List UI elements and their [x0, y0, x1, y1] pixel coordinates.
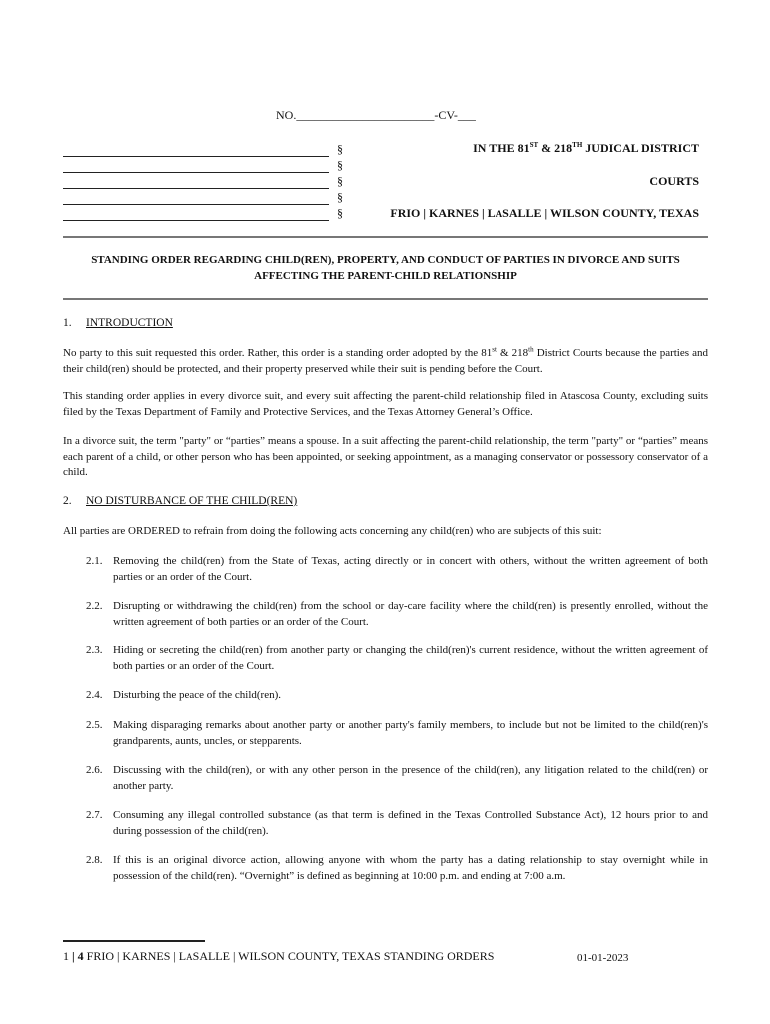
list-item: [86, 554, 708, 585]
county-text: SALLE | WILSON COUNTY, TEXAS: [502, 206, 699, 220]
footer-separator: |: [69, 949, 78, 963]
section-mark: §: [337, 190, 343, 204]
party-name-line: [63, 220, 329, 221]
page-total: 4: [77, 949, 84, 963]
item-text: Disturbing the peace of the child(ren).: [113, 689, 281, 701]
paragraph-text: No party to this suit requested this order. Rather, this order is a standing order adopted by the 81: [63, 347, 493, 359]
intro-paragraph-2: This standing order applies in every divorce suit, and every suit affecting the parent-child relationship filed in Atascosa County, excluding suits filed by the Texas Department of Family and Protective Services, and the Texas Attorney General’s Office.: [63, 390, 708, 418]
county-text: A: [495, 209, 503, 219]
item-text: Hiding or secreting the child(ren) from another party or changing the child(ren)'s current residence, without the written agreement of both parties or an order of the Court.: [113, 644, 708, 672]
intro-paragraph-3: In a divorce suit, the term "party" or “parties” means a spouse. In a suit affecting the parent-child relationship, the term "party" or “parties” means each parent of a child, or other person who has been appointed, or seeking appointment, as a managing conservator or possessory conservator of a child.: [63, 435, 708, 478]
section-mark: §: [337, 174, 343, 188]
case-number-line: [276, 108, 476, 123]
party-name-line: [63, 188, 329, 189]
title-bottom-rule: [63, 298, 708, 300]
item-number: 2.3.: [86, 644, 103, 656]
list-item: [86, 599, 708, 630]
page-number: 1: [63, 949, 69, 963]
page-footer: [63, 949, 494, 965]
case-number-blank: _______________________: [296, 108, 435, 122]
title-top-rule: [63, 236, 708, 238]
court-text: IN THE 81: [473, 141, 530, 155]
item-text: Consuming any illegal controlled substance (as that term is defined in the Texas Controlled Substance Act), 12 hours prior to and during possession of the child(ren).: [113, 809, 708, 837]
paragraph-text: District Courts because the parties and their child(ren) should be protected, and their property preserved while their suit is pending before the Court.: [63, 347, 708, 375]
court-label: COURTS: [649, 174, 699, 188]
section-mark: §: [337, 158, 343, 172]
item-number: 2.5.: [86, 719, 103, 731]
case-number-prefix: NO.: [276, 108, 297, 122]
court-text: JUDICAL DISTRICT: [582, 141, 699, 155]
section-heading-no-disturbance: [63, 494, 297, 509]
footer-text: SALLE | WILSON COUNTY, TEXAS STANDING ORDERS: [192, 949, 495, 963]
footer-rule: [63, 940, 205, 942]
item-number: 2.4.: [86, 689, 103, 701]
court-text: & 218: [538, 141, 573, 155]
footer-text: A: [186, 952, 193, 962]
intro-paragraph-1: [63, 346, 708, 377]
item-text: If this is an original divorce action, allowing anyone with whom the party has a dating relationship to stay overnight while in possession of the child(ren). “Overnight” is defined as beginning at 10:00 p.m. and ending at 7:00 a.m.: [113, 854, 708, 882]
party-name-line: [63, 204, 329, 205]
ordinal-suffix: th: [528, 345, 534, 354]
ordinal-suffix: st: [492, 345, 497, 354]
party-name-line: [63, 172, 329, 173]
list-item: [86, 808, 708, 839]
list-item: [86, 853, 708, 884]
document-title: STANDING ORDER REGARDING CHILD(REN), PROPERTY, AND CONDUCT OF PARTIES IN DIVORCE AND SUITS AFFECTING THE PARENT-CHILD RELATIONSHIP: [91, 254, 680, 282]
section-number: 2.: [63, 495, 72, 507]
section-heading-text: INTRODUCTION: [86, 317, 173, 329]
section-heading-text: NO DISTURBANCE OF THE CHILD(REN): [86, 495, 298, 507]
item-number: 2.6.: [86, 764, 103, 776]
case-number-suffix: -CV-___: [434, 108, 476, 122]
county-text: FRIO | KARNES | L: [390, 206, 496, 220]
court-district-line: [473, 141, 699, 156]
list-item: [86, 643, 708, 674]
footer-date: 01-01-2023: [577, 952, 629, 964]
ordinal-suffix: ST: [529, 141, 539, 149]
section-intro: All parties are ORDERED to refrain from doing the following acts concerning any child(ren) who are subjects of this suit:: [63, 525, 602, 537]
list-item: [86, 718, 708, 749]
ordinal-suffix: TH: [572, 141, 583, 149]
section-number: 1.: [63, 317, 72, 329]
list-item: [86, 688, 708, 704]
county-line: [390, 206, 699, 222]
item-text: Disrupting or withdrawing the child(ren) from the school or day-care facility where the child(ren) is presently enrolled, without the written agreement of both parties or an order of the Court.: [113, 600, 708, 628]
party-name-line: [63, 156, 329, 157]
item-text: Making disparaging remarks about another party or another party's family members, to include but not be limited to the child(ren)'s grandparents, aunts, uncles, or stepparents.: [113, 719, 708, 747]
item-number: 2.1.: [86, 555, 103, 567]
list-item: [86, 763, 708, 794]
footer-text: FRIO | KARNES | L: [83, 949, 187, 963]
item-number: 2.7.: [86, 809, 103, 821]
section-mark: §: [337, 206, 343, 220]
paragraph-text: & 218: [496, 347, 529, 359]
item-number: 2.8.: [86, 854, 103, 866]
section-heading-introduction: [63, 316, 173, 331]
item-text: Discussing with the child(ren), or with any other person in the presence of the child(ren), any litigation related to the child(ren) or another party.: [113, 764, 708, 792]
section-mark: §: [337, 142, 343, 156]
item-text: Removing the child(ren) from the State of Texas, acting directly or in concert with others, without the written agreement of both parties or an order of the Court.: [113, 555, 708, 583]
item-number: 2.2.: [86, 600, 103, 612]
